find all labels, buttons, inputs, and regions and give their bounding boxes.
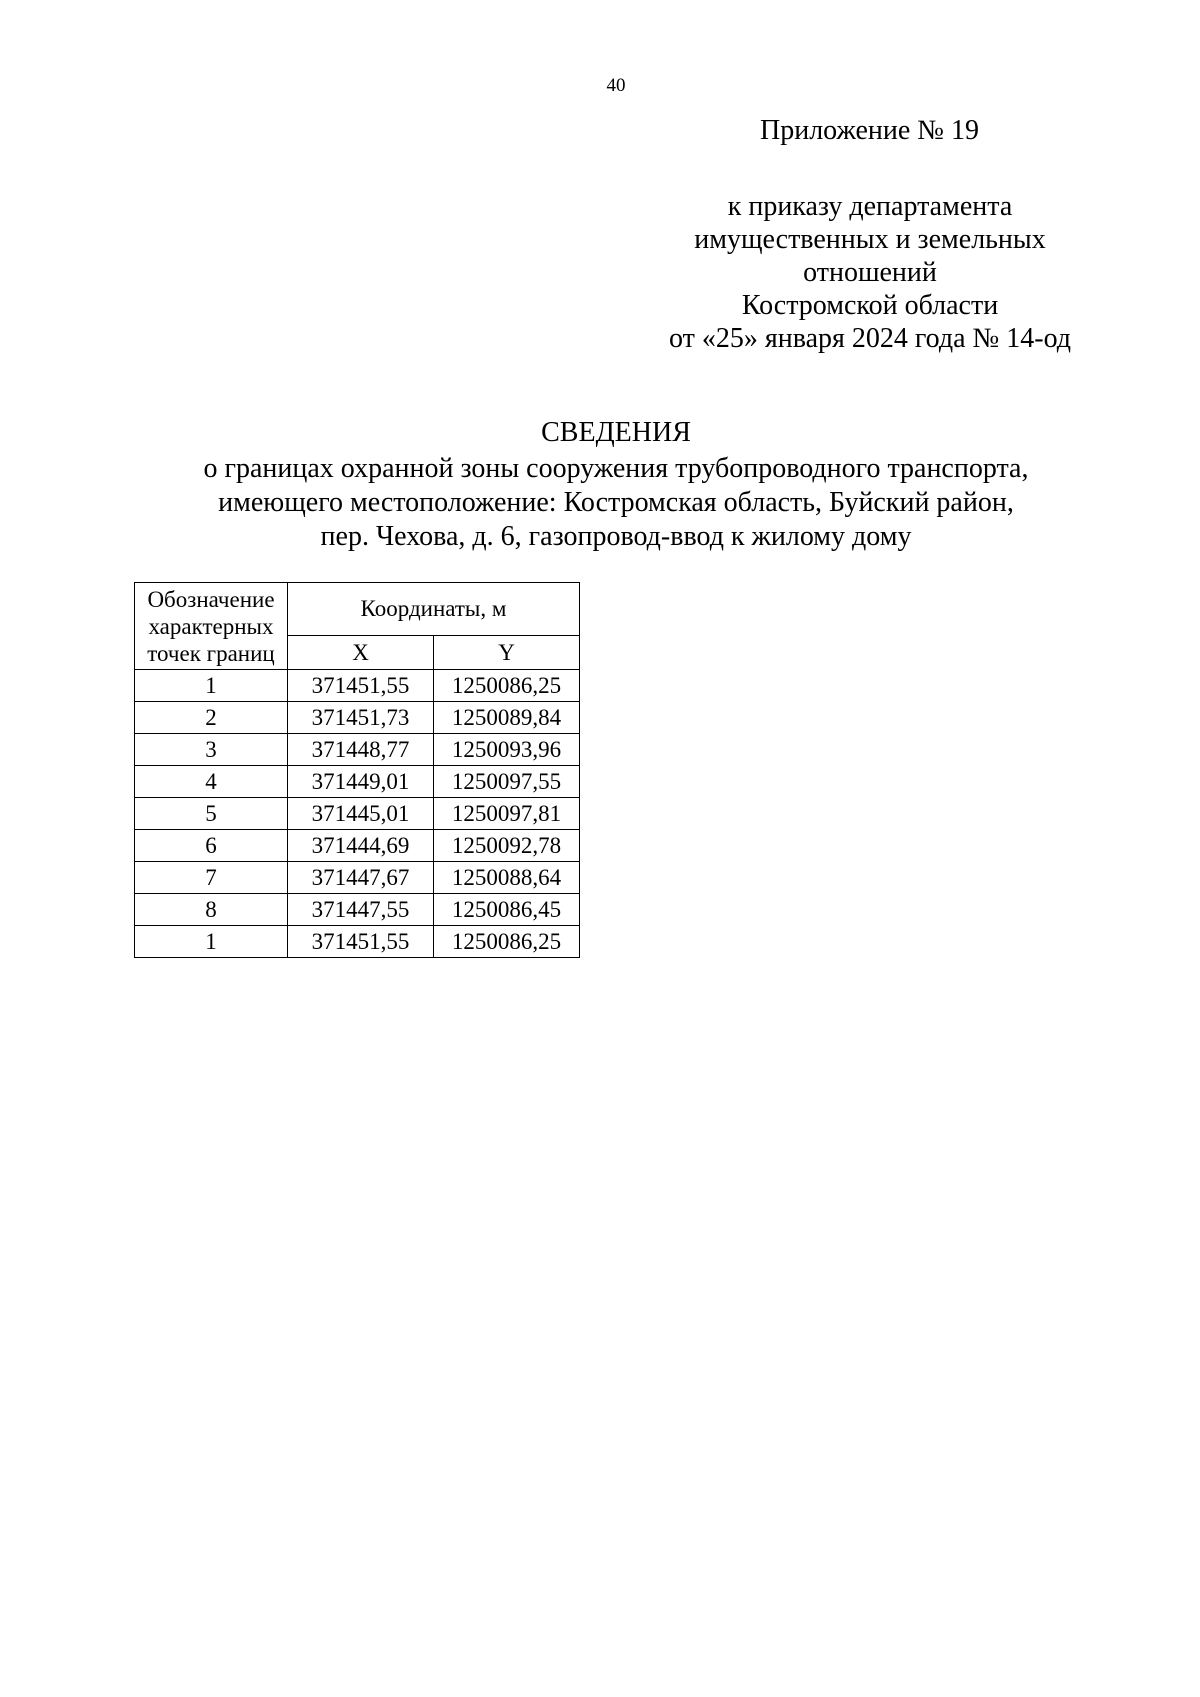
- point-label-header-line: Обозначение: [147, 586, 275, 612]
- order-line: отношений: [803, 257, 937, 288]
- point-cell: 6: [135, 830, 288, 862]
- y-cell: 1250097,55: [434, 766, 580, 798]
- order-line: к приказу департамента: [727, 191, 1013, 222]
- y-cell: 1250093,96: [434, 734, 580, 766]
- x-cell: 371449,01: [288, 766, 434, 798]
- subheading-line: пер. Чехова, д. 6, газопровод-ввод к жилому дому: [320, 521, 912, 552]
- x-cell: 371447,55: [288, 894, 434, 926]
- table-row: [135, 670, 580, 702]
- y-cell: 1250086,25: [434, 670, 580, 702]
- order-reference: [640, 190, 1100, 355]
- point-cell: 3: [135, 734, 288, 766]
- order-line: имущественных и земельных: [694, 224, 1046, 255]
- coordinates-header: Координаты, м: [288, 583, 580, 636]
- table-row: [135, 926, 580, 958]
- table-row: [135, 862, 580, 894]
- subheading-line: о границах охранной зоны сооружения трубопроводного транспорта,: [203, 453, 1029, 484]
- order-line: Костромской области: [741, 290, 999, 321]
- y-cell: 1250088,64: [434, 862, 580, 894]
- table-row: [135, 734, 580, 766]
- x-cell: 371451,55: [288, 670, 434, 702]
- subheading-line: имеющего местоположение: Костромская область, Буйский район,: [218, 487, 1014, 518]
- y-cell: 1250097,81: [434, 798, 580, 830]
- x-header: X: [288, 636, 434, 670]
- x-cell: 371448,77: [288, 734, 434, 766]
- document-subheading: [0, 452, 1200, 554]
- point-label-header: [135, 583, 288, 670]
- point-label-header-line: характерных: [148, 613, 274, 639]
- point-cell: 1: [135, 926, 288, 958]
- page-number: 40: [606, 75, 626, 96]
- y-cell: 1250086,25: [434, 926, 580, 958]
- x-cell: 371451,55: [288, 926, 434, 958]
- appendix-title: Приложение № 19: [760, 115, 979, 146]
- x-cell: 371451,73: [288, 702, 434, 734]
- order-line: от «25» января 2024 года № 14-од: [668, 323, 1072, 354]
- y-cell: 1250086,45: [434, 894, 580, 926]
- point-label-header-line: точек границ: [147, 640, 275, 666]
- y-cell: 1250092,78: [434, 830, 580, 862]
- table-header-row: [135, 583, 580, 636]
- table-row: [135, 894, 580, 926]
- point-cell: 4: [135, 766, 288, 798]
- coordinates-table: [134, 582, 580, 958]
- table-row: [135, 702, 580, 734]
- table-row: [135, 830, 580, 862]
- table-row: [135, 798, 580, 830]
- table-row: [135, 766, 580, 798]
- y-header: Y: [434, 636, 580, 670]
- x-cell: 371445,01: [288, 798, 434, 830]
- point-cell: 8: [135, 894, 288, 926]
- point-cell: 2: [135, 702, 288, 734]
- point-cell: 1: [135, 670, 288, 702]
- x-cell: 371444,69: [288, 830, 434, 862]
- y-cell: 1250089,84: [434, 702, 580, 734]
- point-cell: 5: [135, 798, 288, 830]
- x-cell: 371447,67: [288, 862, 434, 894]
- document-heading: СВЕДЕНИЯ: [541, 417, 691, 448]
- point-cell: 7: [135, 862, 288, 894]
